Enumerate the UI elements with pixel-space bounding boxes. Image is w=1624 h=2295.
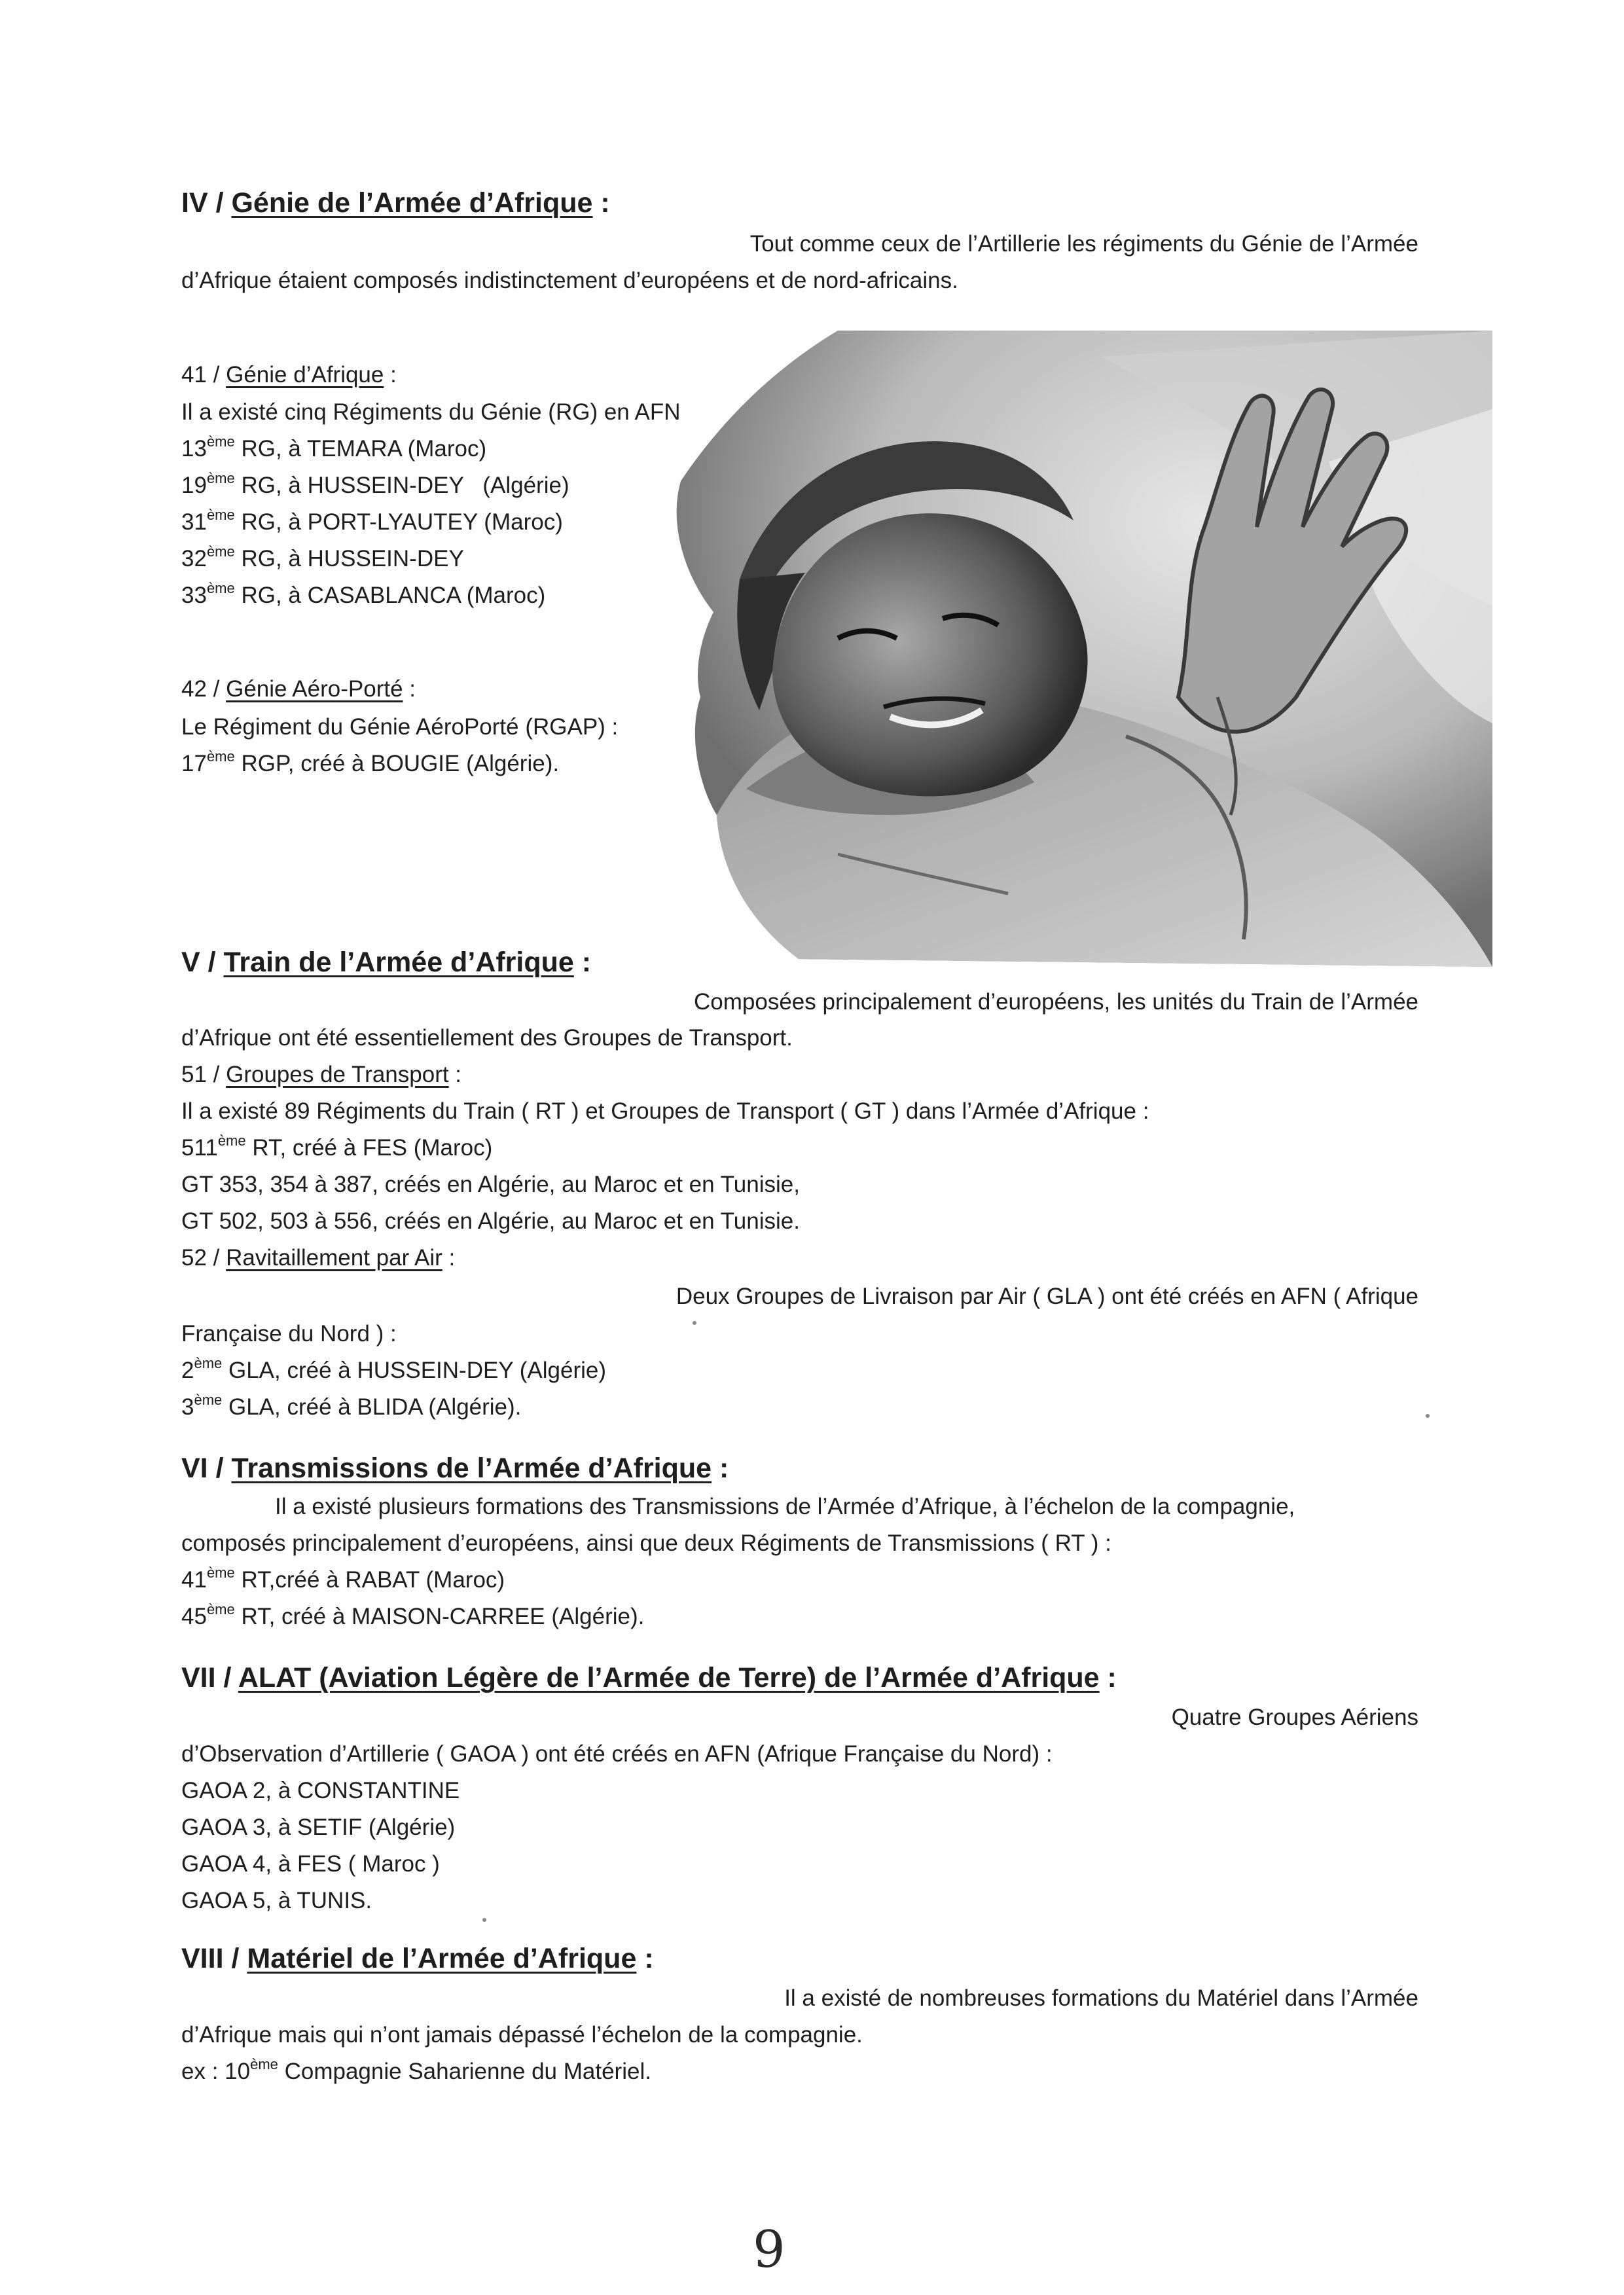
section-number: VII / (181, 1662, 238, 1693)
scan-speck (482, 1918, 486, 1922)
section-iv-heading (181, 183, 1418, 223)
example-line (181, 2053, 1418, 2090)
subsection-title: Génie d’Afrique (226, 362, 384, 388)
subsection-51-text: Il a existé 89 Régiments du Train ( RT ) et Groupes de Transport ( GT ) dans l’Armée d’Afrique : (181, 1098, 1149, 1124)
subsection-number: 51 / (181, 1062, 226, 1087)
rg-list-item (181, 577, 1418, 614)
subsection-colon: : (442, 1245, 456, 1271)
section-title: Train de l’Armée d’Afrique (223, 947, 574, 978)
section-iv-intro-line2: d’Afrique étaient composés indistinctement d’européens et de nord-africains. (181, 268, 958, 293)
gla-list-item (181, 1352, 1418, 1389)
rg-text: RG, à HUSSEIN-DEY (Algérie) (234, 473, 569, 498)
rg-list-item (181, 504, 1418, 541)
scan-speck (1426, 1414, 1430, 1418)
rg-text: RG, à PORT-LYAUTEY (Maroc) (234, 509, 563, 535)
section-vi-intro-line2: composés principalement d’européens, ainsi que deux Régiments de Transmissions ( RT ) : (181, 1530, 1111, 1556)
section-number: IV / (181, 187, 232, 219)
rg-text: RG, à TEMARA (Maroc) (234, 436, 487, 461)
ordinal-suffix: ème (206, 470, 235, 487)
rt-number: 45 (181, 1604, 207, 1629)
subsection-52-heading (181, 1240, 1418, 1276)
rt-text: RT, créé à FES (Maroc) (245, 1135, 493, 1161)
subsection-colon: : (384, 362, 397, 388)
section-v-intro-line2: d’Afrique ont été essentiellement des Groupes de Transport. (181, 1025, 793, 1051)
rgp-number: 17 (181, 751, 207, 776)
section-vii-intro-line2: d’Observation d’Artillerie ( GAOA ) ont été créés en AFN (Afrique Française du Nord) : (181, 1741, 1053, 1767)
subsection-42-heading (181, 671, 1418, 708)
subsection-52-text-line1: Deux Groupes de Livraison par Air ( GLA ) ont été créés en AFN ( Afrique (676, 1284, 1418, 1309)
ordinal-suffix: ème (217, 1132, 246, 1149)
section-v-intro-line1: Composées principalement d’européens, les unités du Train de l’Armée (694, 989, 1418, 1015)
heading-colon: : (712, 1453, 729, 1484)
gt-list-item: GT 353, 354 à 387, créés en Algérie, au Maroc et en Tunisie, (181, 1172, 800, 1197)
page-number: 9 (753, 2220, 785, 2279)
subsection-number: 42 / (181, 676, 226, 702)
section-title: Transmissions de l’Armée d’Afrique (231, 1453, 712, 1484)
example-text: Compagnie Saharienne du Matériel. (278, 2059, 651, 2084)
gla-text: GLA, créé à BLIDA (Algérie). (222, 1394, 522, 1420)
rg-list-item (181, 431, 1418, 467)
rt-item (181, 1130, 1418, 1166)
gla-text: GLA, créé à HUSSEIN-DEY (Algérie) (222, 1358, 607, 1383)
rt-list-item (181, 1562, 1418, 1599)
section-number: VIII / (181, 1943, 247, 1974)
subsection-title: Groupes de Transport (226, 1062, 449, 1087)
ordinal-suffix: ème (194, 1355, 223, 1372)
subsection-title: Ravitaillement par Air (226, 1245, 442, 1271)
section-vi-intro-line1: Il a existé plusieurs formations des Transmissions de l’Armée d’Afrique, à l’échelon de la compagnie, (275, 1494, 1295, 1519)
ordinal-suffix: ème (206, 580, 235, 597)
rg-number: 33 (181, 583, 207, 608)
subsection-42-text: Le Régiment du Génie AéroPorté (RGAP) : (181, 714, 619, 740)
ordinal-suffix: ème (206, 1601, 235, 1618)
heading-colon: : (592, 187, 610, 219)
section-vii-intro-line1: Quatre Groupes Aériens (1171, 1705, 1418, 1730)
subsection-title: Génie Aéro-Porté (226, 676, 403, 702)
subsection-52-text-line2: Française du Nord ) : (181, 1321, 397, 1346)
section-viii-intro-line1: Il a existé de nombreuses formations du Matériel dans l’Armée (784, 1985, 1418, 2011)
ordinal-suffix: ème (206, 748, 235, 765)
subsection-colon: : (403, 676, 416, 702)
ordinal-suffix: ème (206, 1564, 235, 1581)
rg-number: 19 (181, 473, 207, 498)
ordinal-suffix: ème (206, 433, 235, 450)
ordinal-suffix: ème (250, 2056, 278, 2073)
ordinal-suffix: ème (206, 507, 235, 524)
subsection-number: 52 / (181, 1245, 226, 1271)
ordinal-suffix: ème (206, 543, 235, 560)
section-vii-heading (181, 1658, 1418, 1697)
section-number: VI / (181, 1453, 232, 1484)
heading-colon: : (573, 947, 592, 978)
section-iv-intro-line1: Tout comme ceux de l’Artillerie les régiments du Génie de l’Armée (749, 231, 1418, 257)
section-title: ALAT (Aviation Légère de l’Armée de Terre) de l’Armée d’Afrique (238, 1662, 1100, 1693)
rg-list-item (181, 467, 1418, 504)
rt-text: RT, créé à MAISON-CARREE (Algérie). (234, 1604, 645, 1629)
subsection-number: 41 / (181, 362, 226, 388)
section-vi-heading (181, 1449, 1418, 1488)
rg-number: 31 (181, 509, 207, 535)
rg-number: 32 (181, 546, 207, 571)
rgp-item (181, 746, 1418, 782)
example-number: 10 (225, 2059, 251, 2084)
section-number: V / (181, 947, 224, 978)
gla-number: 3 (181, 1394, 194, 1420)
gaoa-list-item: GAOA 2, à CONSTANTINE (181, 1778, 460, 1803)
gla-list-item (181, 1389, 1418, 1426)
rt-number: 41 (181, 1567, 207, 1593)
subsection-colon: : (448, 1062, 462, 1087)
section-viii-intro-line2: d’Afrique mais qui n’ont jamais dépassé l’échelon de la compagnie. (181, 2022, 863, 2048)
section-v-heading (181, 943, 1418, 982)
subsection-41-heading (181, 357, 1418, 393)
gt-list-item: GT 502, 503 à 556, créés en Algérie, au Maroc et en Tunisie. (181, 1208, 800, 1234)
gaoa-list-item: GAOA 3, à SETIF (Algérie) (181, 1815, 456, 1840)
gaoa-list-item: GAOA 5, à TUNIS. (181, 1888, 372, 1913)
rg-number: 13 (181, 436, 207, 461)
scan-speck (693, 1321, 696, 1325)
gla-number: 2 (181, 1358, 194, 1383)
rt-number: 511 (181, 1135, 218, 1161)
heading-colon: : (636, 1943, 654, 1974)
section-title: Génie de l’Armée d’Afrique (231, 187, 593, 219)
ordinal-suffix: ème (194, 1392, 223, 1409)
section-viii-heading (181, 1939, 1418, 1978)
example-prefix: ex : (181, 2059, 225, 2084)
rt-list-item (181, 1599, 1418, 1635)
gaoa-list-item: GAOA 4, à FES ( Maroc ) (181, 1851, 440, 1877)
subsection-51-heading (181, 1057, 1418, 1093)
section-title: Matériel de l’Armée d’Afrique (247, 1943, 637, 1974)
rgp-text: RGP, créé à BOUGIE (Algérie). (234, 751, 560, 776)
heading-colon: : (1099, 1662, 1117, 1693)
subsection-41-text: Il a existé cinq Régiments du Génie (RG) en AFN (181, 399, 681, 425)
rt-text: RT,créé à RABAT (Maroc) (234, 1567, 505, 1593)
rg-text: RG, à HUSSEIN-DEY (234, 546, 464, 571)
rg-text: RG, à CASABLANCA (Maroc) (234, 583, 546, 608)
rg-list-item (181, 541, 1418, 577)
